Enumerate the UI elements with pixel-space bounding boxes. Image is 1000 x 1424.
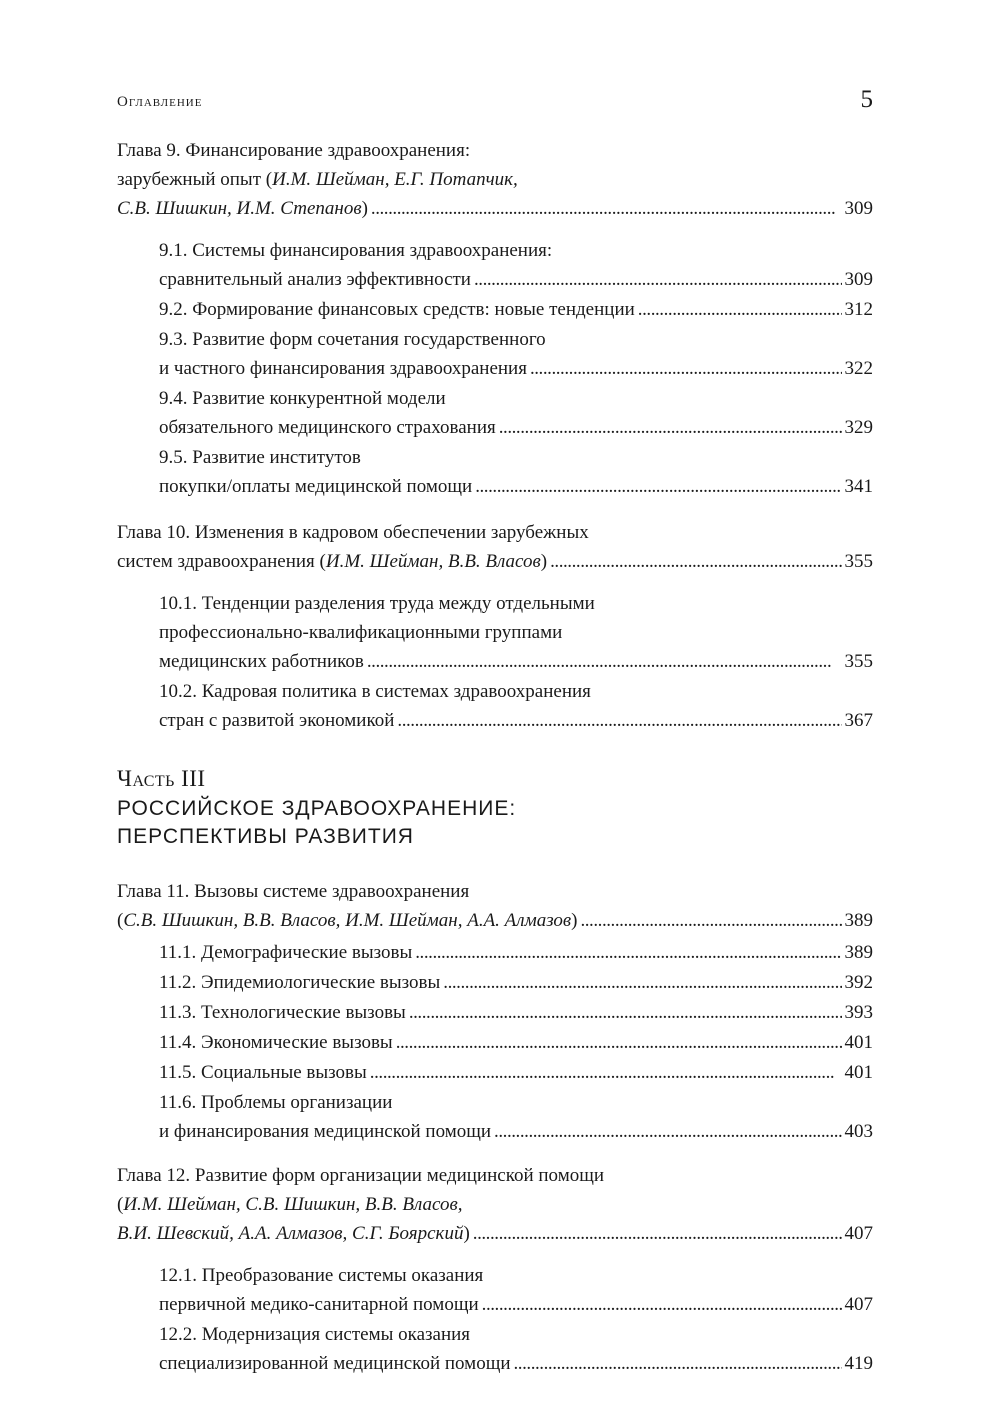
section-12-2-title: 12.2. Модернизация системы оказания (159, 1324, 471, 1345)
section-11-2-entry[interactable]: 11.2. Эпидемиологические вызовы . . . 392 (159, 968, 873, 997)
part-spacer (117, 851, 873, 877)
dot-leader (397, 706, 841, 735)
section-12-1-title: 12.1. Преобразование системы оказания (159, 1265, 484, 1286)
page-ref: 393 (844, 1002, 873, 1023)
page-number: 5 (860, 86, 873, 113)
section-10-2-entry[interactable]: стран с развитой экономикой . . . 367 (159, 706, 873, 735)
chapter-9-title: Глава 9. Финансирование здравоохранения: (117, 140, 471, 161)
section-9-3-title: 9.3. Развитие форм сочетания государственного (159, 329, 546, 350)
section-9-4-entry[interactable]: обязательного медицинского страхования . . . 329 (159, 413, 873, 442)
page-ref: 329 (844, 417, 873, 438)
section-9-1-title: 9.1. Системы финансирования здравоохранения: (159, 240, 553, 261)
page-ref: 401 (844, 1062, 873, 1083)
section-9-5-entry[interactable]: покупки/оплаты медицинской помощи . . . 341 (159, 472, 873, 501)
dot-leader (580, 906, 841, 935)
page-ref: 312 (844, 299, 873, 320)
page-ref: 309 (844, 198, 873, 219)
section-11-6-entry[interactable]: и финансирования медицинской помощи . . . 403 (159, 1117, 873, 1146)
table-of-contents (117, 136, 873, 1378)
dot-leader (415, 938, 841, 967)
running-title: Оглавление (117, 94, 203, 110)
section-11-5-entry[interactable]: 11.5. Социальные вызовы . . . 401 (159, 1058, 873, 1087)
dot-leader (473, 1219, 842, 1248)
dot-leader (494, 1117, 841, 1146)
section-9-1-entry[interactable]: сравнительный анализ эффективности . . . 309 (159, 265, 873, 294)
chapter-12-authors-line: (И.М. Шейман, С.В. Шишкин, В.В. Власов, (117, 1194, 463, 1215)
section-10-1-title-cont: профессионально-квалификационными группами (159, 622, 563, 643)
section-9-5-title: 9.5. Развитие институтов (159, 447, 361, 468)
part-3-title-line-1: РОССИЙСКОЕ ЗДРАВООХРАНЕНИЕ: (117, 797, 517, 820)
chapter-10-title: Глава 10. Изменения в кадровом обеспечении зарубежных (117, 522, 589, 543)
dot-leader (475, 472, 841, 501)
section-10-2-title: 10.2. Кадровая политика в системах здравоохранения (159, 681, 591, 702)
page-ref: 407 (844, 1223, 873, 1244)
page-ref: 403 (844, 1121, 873, 1142)
section-10-1-title: 10.1. Тенденции разделения труда между отдельными (159, 593, 595, 614)
page-ref: 389 (844, 910, 873, 931)
dot-leader (530, 354, 842, 383)
section-12-1-entry[interactable]: первичной медико-санитарной помощи . . . 407 (159, 1290, 873, 1319)
dot-leader (474, 265, 842, 294)
page-ref: 341 (844, 476, 873, 497)
dot-leader (367, 647, 842, 676)
page-ref: 407 (844, 1294, 873, 1315)
section-11-1-entry[interactable]: 11.1. Демографические вызовы . . . 389 (159, 938, 873, 967)
page-ref: 419 (844, 1353, 873, 1374)
chapter-10-entry[interactable]: систем здравоохранения (И.М. Шейман, В.В. Власов) . . . 355 (117, 547, 873, 576)
part-3-label: Часть III (117, 766, 206, 791)
chapter-11-entry[interactable]: (С.В. Шишкин, В.В. Власов, И.М. Шейман, А.А. Алмазов) . . . 389 (117, 906, 873, 935)
page-ref: 367 (844, 710, 873, 731)
page-ref: 392 (844, 972, 873, 993)
section-11-4-entry[interactable]: 11.4. Экономические вызовы . . . 401 (159, 1028, 873, 1057)
section-11-6-title: 11.6. Проблемы организации (159, 1092, 393, 1113)
page-ref: 309 (844, 269, 873, 290)
section-10-1-entry[interactable]: медицинских работников . . . 355 (159, 647, 873, 676)
dot-leader (370, 1058, 842, 1087)
dot-leader (514, 1349, 842, 1378)
page-ref: 355 (844, 551, 873, 572)
dot-leader (371, 194, 842, 223)
running-head (117, 88, 873, 118)
page-ref: 322 (844, 358, 873, 379)
dot-leader (396, 1028, 842, 1057)
dot-leader (550, 547, 841, 576)
section-12-2-entry[interactable]: специализированной медицинской помощи . . . 419 (159, 1349, 873, 1378)
section-9-3-entry[interactable]: и частного финансирования здравоохранения . . . 322 (159, 354, 873, 383)
dot-leader (638, 295, 842, 324)
dot-leader (443, 968, 841, 997)
page-ref: 355 (844, 651, 873, 672)
section-9-4-title: 9.4. Развитие конкурентной модели (159, 388, 446, 409)
dot-leader (482, 1290, 842, 1319)
chapter-9-authors-line: зарубежный опыт (И.М. Шейман, Е.Г. Потапчик, (117, 169, 518, 190)
dot-leader (499, 413, 842, 442)
section-11-3-entry[interactable]: 11.3. Технологические вызовы . . . 393 (159, 998, 873, 1027)
page-ref: 389 (844, 942, 873, 963)
chapter-11-title: Глава 11. Вызовы системе здравоохранения (117, 881, 470, 902)
chapter-9-entry[interactable]: С.В. Шишкин, И.М. Степанов) . . . 309 (117, 194, 873, 223)
chapter-12-entry[interactable]: В.И. Шевский, А.А. Алмазов, С.Г. Боярский) . . . 407 (117, 1219, 873, 1248)
dot-leader (409, 998, 842, 1027)
page-ref: 401 (844, 1032, 873, 1053)
section-9-2-entry[interactable]: 9.2. Формирование финансовых средств: новые тенденции . . . 312 (159, 295, 873, 324)
chapter-12-title: Глава 12. Развитие форм организации медицинской помощи (117, 1165, 605, 1186)
part-3-title-line-2: ПЕРСПЕКТИВЫ РАЗВИТИЯ (117, 825, 414, 848)
